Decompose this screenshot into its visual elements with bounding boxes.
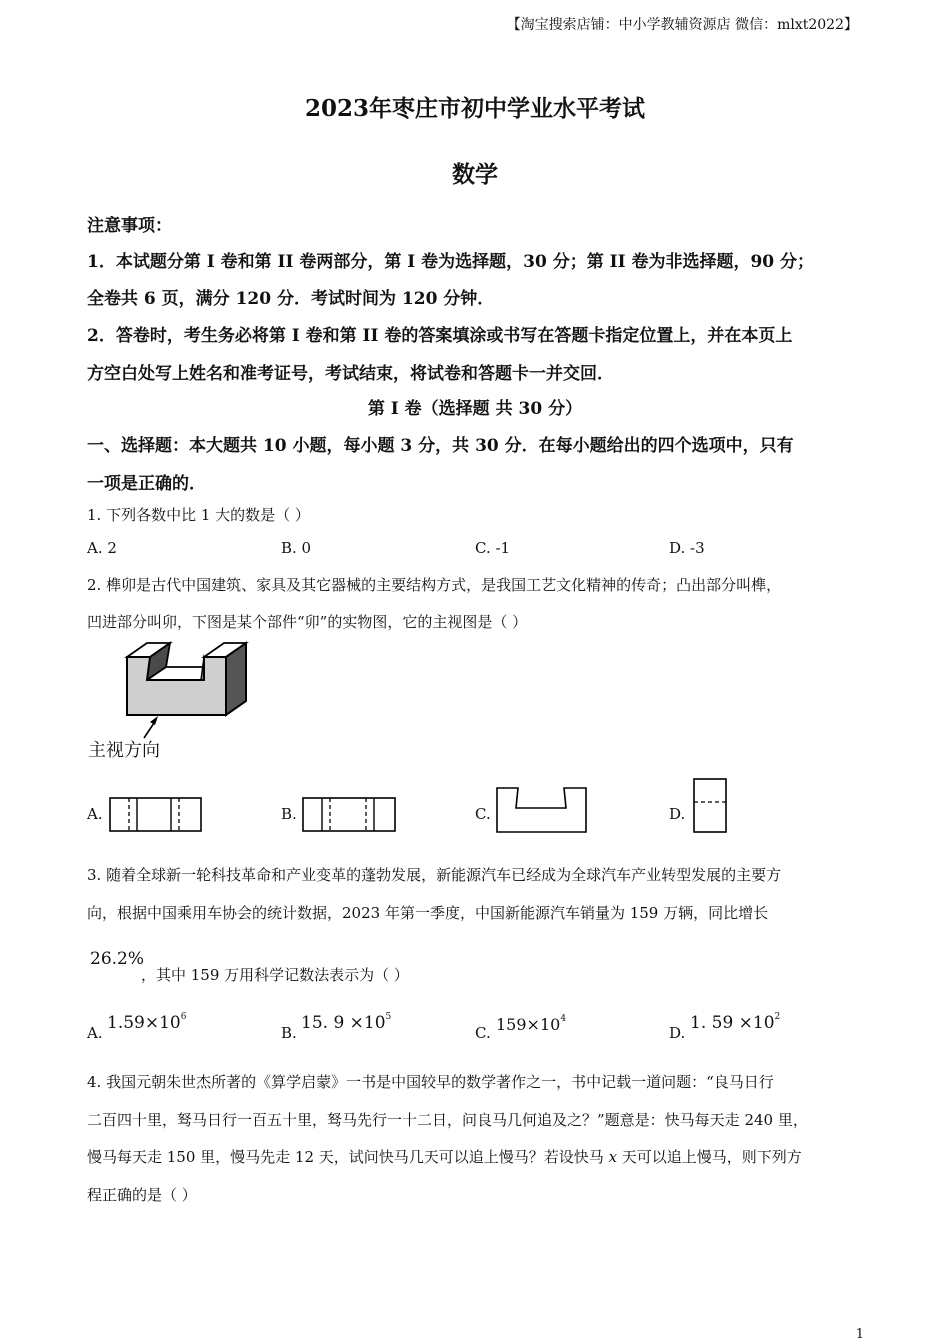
section-intro-line: 一项是正确的． [87,474,206,494]
q2-option-a-label: A. [87,805,103,823]
q1-option-c: C. -1 [475,539,511,557]
q1-option-a: A. 2 [87,539,117,557]
mortise-3d-figure [120,640,255,740]
q2-option-b-figure [302,797,397,833]
notice-heading: 注意事项： [87,216,172,236]
q3-option-b-value: 15. $9 \times 10^5$ [301,1012,392,1033]
notice-line: 1．本试题分第 I 卷和第 II 卷两部分，第 I 卷为选择题，30 分；第 II 卷为非选择题，90 分； [87,252,815,272]
q3-option-a-label: A. [87,1024,103,1042]
question-2-stem: 凹进部分叫卯，下图是某个部件“卯”的实物图，它的主视图是（ ） [87,613,528,631]
question-4-stem: 慢马每天走 150 里，慢马先走 12 天，试问快马几天可以追上慢马？若设快马 x 天可以追上慢马，则下列方 [87,1148,802,1166]
q3-option-d-label: D. [669,1024,686,1042]
section-intro-line: 一、选择题：本大题共 10 小题，每小题 3 分，共 30 分．在每小题给出的四个选项中，只有 [87,436,794,456]
notice-line: 2．答卷时，考生务必将第 I 卷和第 II 卷的答案填涂或书写在答题卡指定位置上，并在本页上 [87,326,793,346]
question-3-stem: 3. 随着全球新一轮科技革命和产业变革的蓬勃发展，新能源汽车已经成为全球汽车产业转型发展的主要方 [87,866,782,884]
q3-option-b-label: B. [281,1024,297,1042]
notice-line: 方空白处写上姓名和准考证号，考试结束，将试卷和答题卡一并交回． [87,364,614,384]
q2-option-d-label: D. [669,805,686,823]
q2-option-a-figure [109,797,203,833]
q3-option-c-label: C. [475,1024,491,1042]
q2-option-b-label: B. [281,805,297,823]
q2-option-c-figure [496,786,589,834]
subject-title: 数学 [452,161,498,188]
page-number: 1 [855,1327,864,1342]
q3-option-d-value: 1. $59 \times 10^2$ [690,1012,781,1033]
q3-percent-value: 26.2% [90,949,145,969]
question-4-stem: 4. 我国元朝朱世杰所著的《算学启蒙》一书是中国较早的数学著作之一，书中记载一道问题：“良马日行 [87,1073,774,1091]
question-3-stem-tail: ，其中 159 万用科学记数法表示为（ ） [141,966,409,984]
section-title: 第 I 卷（选择题 共 30 分） [367,399,583,419]
question-1-stem: 1. 下列各数中比 1 大的数是（ ） [87,506,310,524]
header-note: 【淘宝搜索店铺：中小学教辅资源店 微信：mlxt2022】 [506,17,858,33]
q1-option-b: B. 0 [281,539,312,557]
q3-option-a-value: $1.59\times 10^6$ [107,1012,187,1033]
question-4-stem: 程正确的是（ ） [87,1186,197,1204]
q2-option-c-label: C. [475,805,491,823]
view-direction-label: 主视方向 [88,740,160,761]
q1-option-d: D. -3 [669,539,705,557]
question-2-stem: 2. 榫卯是古代中国建筑、家具及其它器械的主要结构方式，是我国工艺文化精神的传奇；凸出部分叫榫， [87,576,782,594]
exam-title: 2023年枣庄市初中学业水平考试 [304,95,645,122]
q3-option-c-value: $159\times 10^4$ [496,1014,567,1034]
question-3-stem: 向，根据中国乘用车协会的统计数据，2023 年第一季度，中国新能源汽车销量为 159 万辆，同比增长 [87,904,769,922]
question-4-stem: 二百四十里，驽马日行一百五十里，驽马先行一十二日，问良马几何追及之？”题意是：快马每天走 240 里， [87,1111,808,1129]
q2-option-d-figure [693,778,729,834]
notice-line: 全卷共 6 页，满分 120 分．考试时间为 120 分钟． [87,289,495,309]
